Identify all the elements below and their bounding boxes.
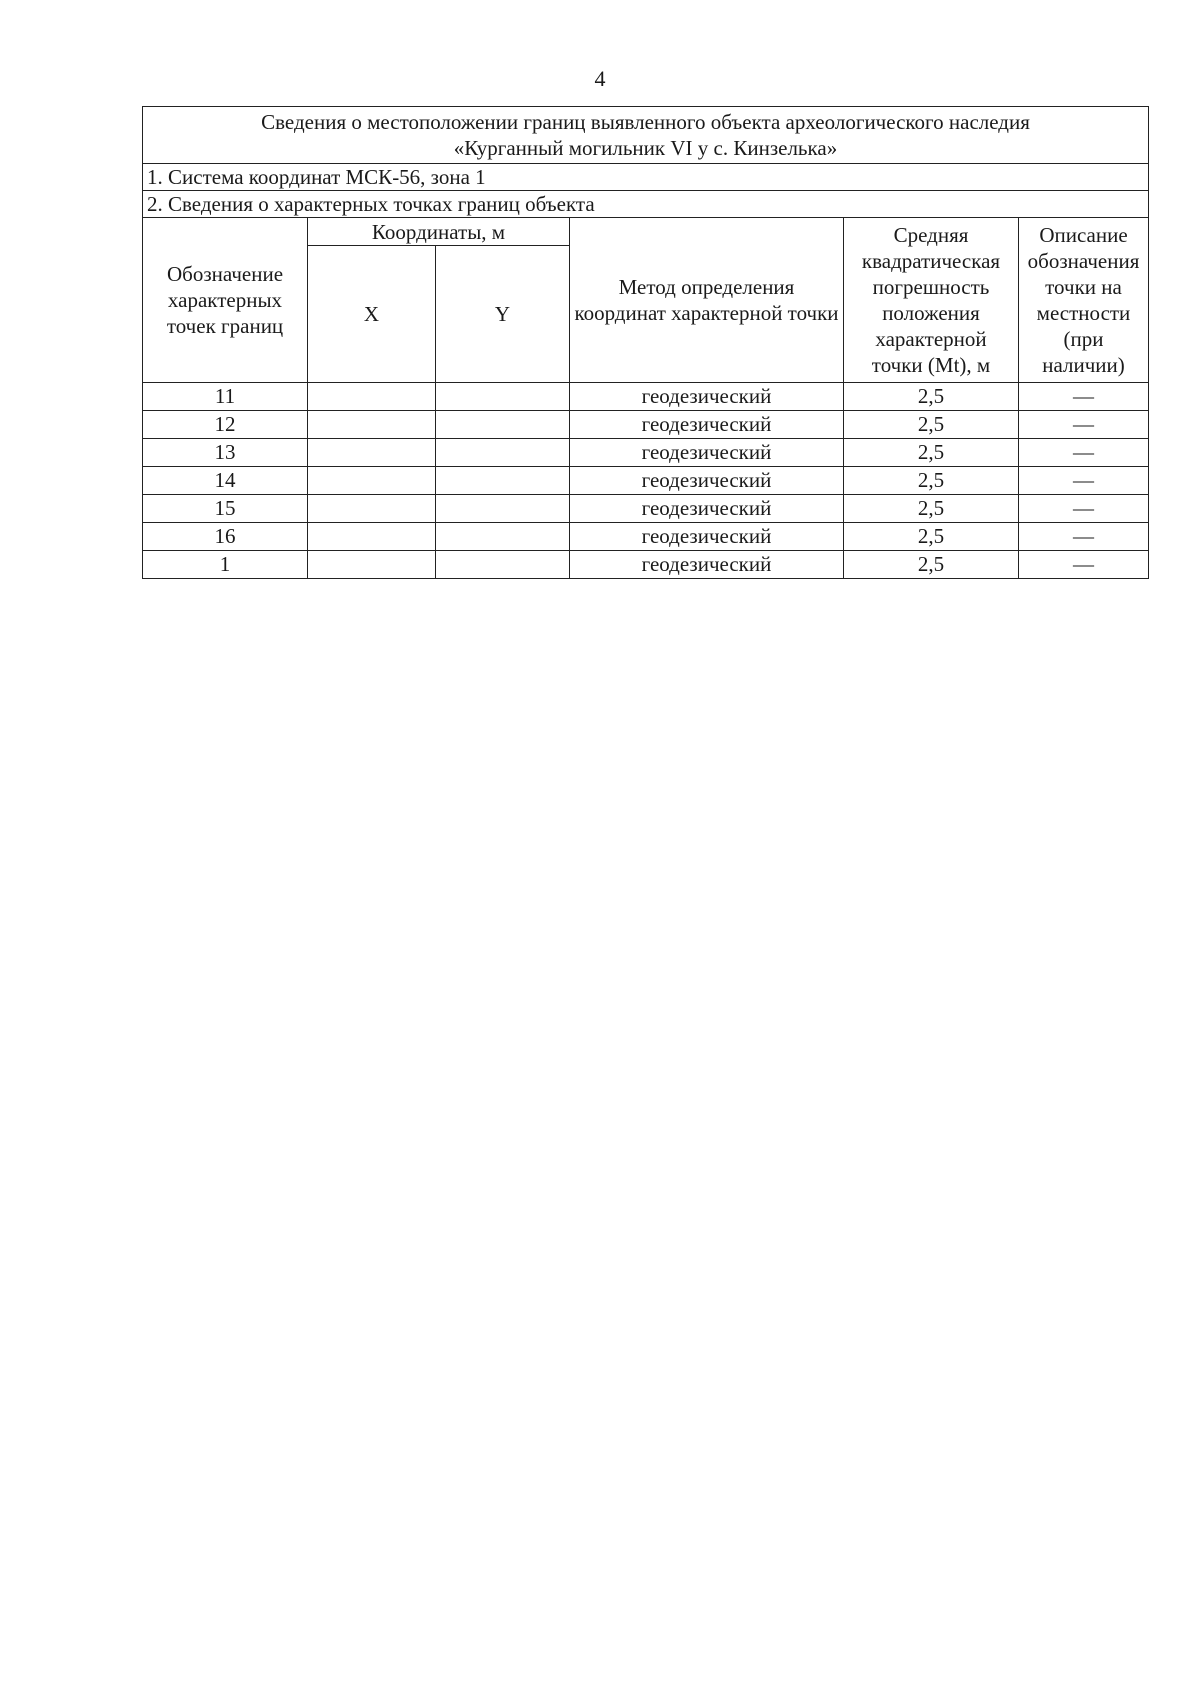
cell-method: геодезический bbox=[570, 551, 844, 579]
header-x: X bbox=[308, 246, 436, 383]
cell-x bbox=[308, 495, 436, 523]
cell-x bbox=[308, 467, 436, 495]
table-row bbox=[143, 383, 1149, 411]
boundary-points-table bbox=[142, 106, 1149, 579]
cell-description: — bbox=[1019, 439, 1149, 467]
cell-error: 2,5 bbox=[844, 383, 1019, 411]
points-section-heading: 2. Сведения о характерных точках границ объекта bbox=[143, 191, 1149, 218]
cell-y bbox=[436, 467, 570, 495]
table-title bbox=[143, 107, 1149, 164]
cell-point: 13 bbox=[143, 439, 308, 467]
section-1-row bbox=[143, 164, 1149, 191]
table-row bbox=[143, 467, 1149, 495]
cell-x bbox=[308, 551, 436, 579]
cell-point: 11 bbox=[143, 383, 308, 411]
cell-y bbox=[436, 439, 570, 467]
cell-description: — bbox=[1019, 551, 1149, 579]
cell-y bbox=[436, 411, 570, 439]
cell-point: 15 bbox=[143, 495, 308, 523]
cell-point: 12 bbox=[143, 411, 308, 439]
cell-x bbox=[308, 439, 436, 467]
cell-description: — bbox=[1019, 383, 1149, 411]
cell-method: геодезический bbox=[570, 523, 844, 551]
header-method: Метод определения координат характерной точки bbox=[570, 218, 844, 383]
cell-method: геодезический bbox=[570, 439, 844, 467]
header-description: Описание обозначения точки на местности (при наличии) bbox=[1019, 218, 1149, 383]
cell-y bbox=[436, 551, 570, 579]
header-row-1 bbox=[143, 218, 1149, 246]
cell-y bbox=[436, 523, 570, 551]
page-number: 4 bbox=[594, 66, 606, 91]
cell-point: 16 bbox=[143, 523, 308, 551]
header-coordinates: Координаты, м bbox=[308, 218, 570, 246]
section-2-row bbox=[143, 191, 1149, 218]
table-row bbox=[143, 551, 1149, 579]
header-y: Y bbox=[436, 246, 570, 383]
table-row bbox=[143, 439, 1149, 467]
cell-method: геодезический bbox=[570, 467, 844, 495]
table-row bbox=[143, 523, 1149, 551]
cell-x bbox=[308, 411, 436, 439]
cell-description: — bbox=[1019, 523, 1149, 551]
cell-error: 2,5 bbox=[844, 551, 1019, 579]
cell-y bbox=[436, 495, 570, 523]
table-title-line-2: «Курганный могильник VI у с. Кинзелька» bbox=[453, 136, 838, 160]
cell-x bbox=[308, 383, 436, 411]
header-error: Средняя квадратическая погрешность положения характерной точки (Mt), м bbox=[844, 218, 1019, 383]
cell-error: 2,5 bbox=[844, 523, 1019, 551]
table-row bbox=[143, 411, 1149, 439]
cell-error: 2,5 bbox=[844, 467, 1019, 495]
cell-y bbox=[436, 383, 570, 411]
cell-point: 14 bbox=[143, 467, 308, 495]
title-row bbox=[143, 107, 1149, 164]
cell-error: 2,5 bbox=[844, 439, 1019, 467]
cell-description: — bbox=[1019, 495, 1149, 523]
cell-method: геодезический bbox=[570, 411, 844, 439]
table-title-line-1: Сведения о местоположении границ выявленного объекта археологического наследия bbox=[261, 110, 1030, 134]
coordinate-system: 1. Система координат МСК-56, зона 1 bbox=[143, 164, 1149, 191]
header-point: Обозначение характерных точек границ bbox=[143, 218, 308, 383]
cell-method: геодезический bbox=[570, 495, 844, 523]
cell-error: 2,5 bbox=[844, 411, 1019, 439]
cell-point: 1 bbox=[143, 551, 308, 579]
cell-description: — bbox=[1019, 467, 1149, 495]
cell-description: — bbox=[1019, 411, 1149, 439]
cell-x bbox=[308, 523, 436, 551]
cell-method: геодезический bbox=[570, 383, 844, 411]
cell-error: 2,5 bbox=[844, 495, 1019, 523]
table-row bbox=[143, 495, 1149, 523]
